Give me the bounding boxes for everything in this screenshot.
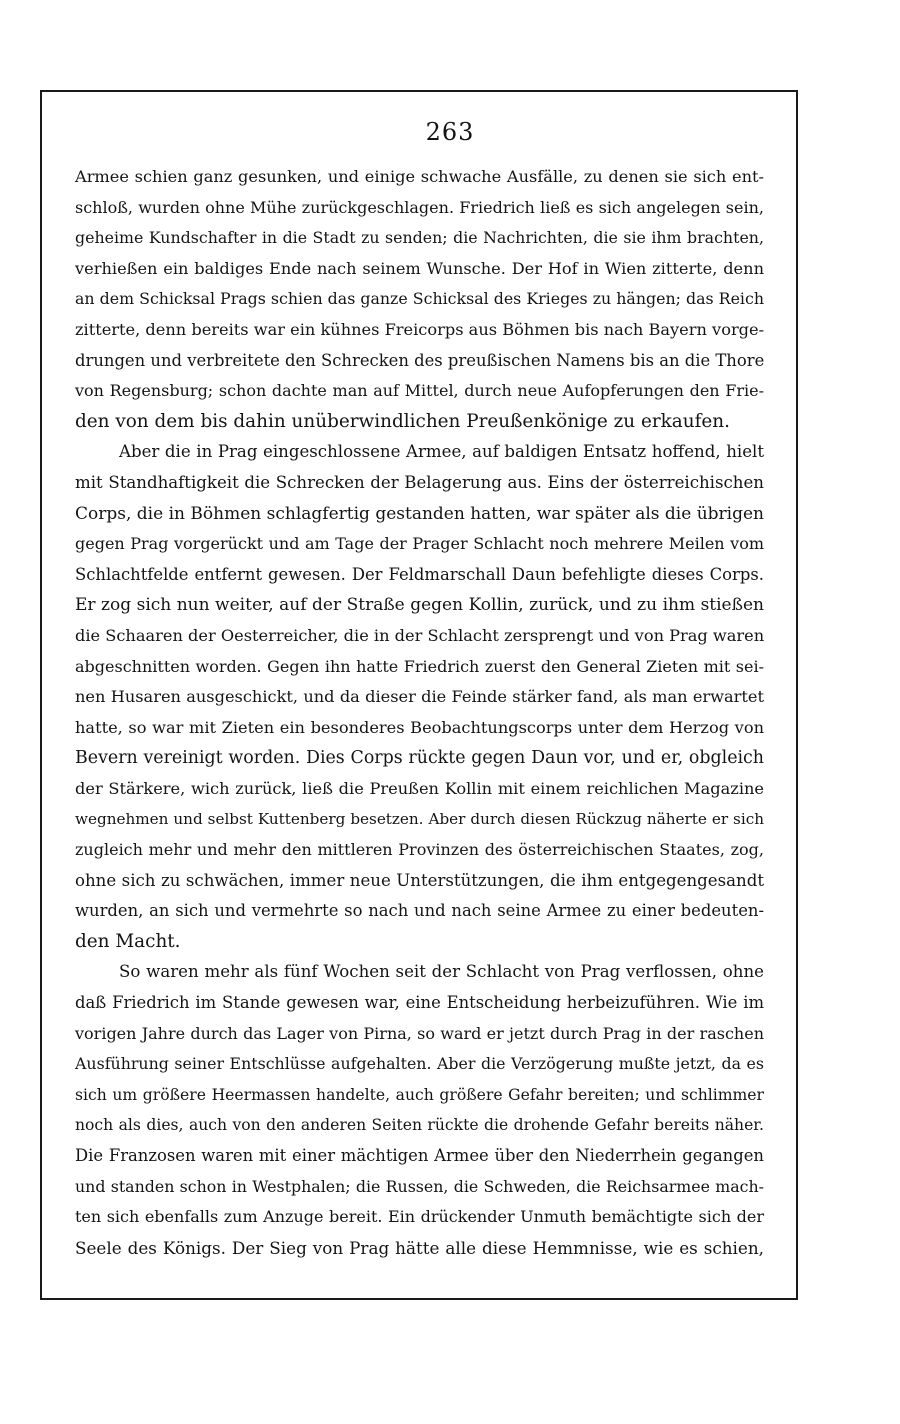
text-line: So waren mehr als fünf Wochen seit der Schlacht von Prag verflossen, ohne — [119, 962, 764, 982]
text-line: Aber die in Prag eingeschlossene Armee, auf baldigen Entsatz hoffend, hielt — [119, 442, 764, 462]
text-line: Armee schien ganz gesunken, und einige schwache Ausfälle, zu denen sie sich ent- — [75, 167, 764, 186]
text-line: Die Franzosen waren mit einer mächtigen Armee über den Niederrhein gegangen — [75, 1146, 764, 1165]
text-line: die Schaaren der Oesterreicher, die in der Schlacht zersprengt und von Prag waren — [75, 625, 765, 645]
text-line: Bevern vereinigt worden. Dies Corps rückte gegen Daun vor, und er, obgleich — [75, 748, 764, 769]
text-line: zugleich mehr und mehr den mittleren Provinzen des österreichischen Staates, zog, — [75, 840, 764, 860]
text-line: an dem Schicksal Prags schien das ganze Schicksal des Krieges zu hängen; das Reich — [75, 289, 764, 309]
text-line: geheime Kundschafter in die Stadt zu senden; die Nachrichten, die sie ihm brachten, — [75, 228, 764, 248]
text-line: Corps, die in Böhmen schlagfertig gestanden hatten, war später als die übrigen — [75, 503, 764, 524]
text-line: den von dem bis dahin unüberwindlichen Preußenkönige zu erkaufen. — [75, 410, 730, 432]
text-line: Seele des Königs. Der Sieg von Prag hätte alle diese Hemmnisse, wie es schien, — [75, 1237, 764, 1258]
text-line: noch als dies, auch von den anderen Seiten rückte die drohende Gefahr bereits näher. — [75, 1116, 764, 1135]
text-line: wegnehmen und selbst Kuttenberg besetzen. Aber durch diesen Rückzug näherte er sich — [75, 810, 764, 829]
text-line: nen Husaren ausgeschickt, und da dieser die Feinde stärker fand, als man erwartet — [75, 687, 764, 707]
text-line: mit Standhaftigkeit die Schrecken der Belagerung aus. Eins der österreichischen — [75, 472, 764, 492]
text-line: hatte, so war mit Zieten ein besonderes Beobachtungscorps unter dem Herzog von — [75, 717, 764, 737]
text-line: ten sich ebenfalls zum Anzuge bereit. Ein drückender Unmuth bemächtigte sich der — [75, 1207, 764, 1227]
body-text — [75, 162, 764, 1263]
text-line: wurden, an sich und vermehrte so nach und nach seine Armee zu einer bedeuten- — [75, 901, 764, 921]
text-line: und standen schon in Westphalen; die Russen, die Schweden, die Reichsarmee mach- — [75, 1176, 764, 1196]
text-line: Schlachtfelde entfernt gewesen. Der Feldmarschall Daun befehligte dieses Corps. — [75, 564, 764, 584]
text-line: gegen Prag vorgerückt und am Tage der Prager Schlacht noch mehrere Meilen vom — [75, 534, 764, 554]
text-line: zitterte, denn bereits war ein kühnes Freicorps aus Böhmen bis nach Bayern vorge- — [75, 319, 765, 339]
paragraph-1 — [75, 162, 764, 437]
text-line: abgeschnitten worden. Gegen ihn hatte Friedrich zuerst den General Zieten mit sei- — [75, 656, 764, 676]
text-line: den Macht. — [75, 930, 181, 952]
text-line: schloß, wurden ohne Mühe zurückgeschlagen. Friedrich ließ es sich angelegen sein, — [75, 197, 764, 217]
text-line: drungen und verbreitete den Schrecken des preußischen Namens bis an die Thore — [75, 350, 765, 370]
text-line: daß Friedrich im Stande gewesen war, eine Entscheidung herbeizuführen. Wie im — [75, 993, 764, 1013]
text-line: sich um größere Heermassen handelte, auch größere Gefahr bereiten; und schlimmer — [75, 1085, 764, 1104]
page-number: 263 — [425, 118, 475, 146]
text-line: verhießen ein baldiges Ende nach seinem Wunsche. Der Hof in Wien zitterte, denn — [75, 258, 764, 278]
text-line: ohne sich zu schwächen, immer neue Unterstützungen, die ihm entgegengesandt — [75, 870, 764, 890]
paragraph-3 — [75, 957, 764, 1263]
text-line: Ausführung seiner Entschlüsse aufgehalten. Aber die Verzögerung mußte jetzt, da es — [75, 1054, 764, 1074]
text-line: vorigen Jahre durch das Lager von Pirna, so ward er jetzt durch Prag in der raschen — [75, 1023, 764, 1043]
text-line: Er zog sich nun weiter, auf der Straße gegen Kollin, zurück, und zu ihm stießen — [75, 595, 764, 616]
paragraph-2 — [75, 437, 764, 957]
text-line: von Regensburg; schon dachte man auf Mittel, durch neue Aufopferungen den Frie- — [75, 381, 764, 401]
text-line: der Stärkere, wich zurück, ließ die Preußen Kollin mit einem reichlichen Magazine — [75, 778, 764, 798]
